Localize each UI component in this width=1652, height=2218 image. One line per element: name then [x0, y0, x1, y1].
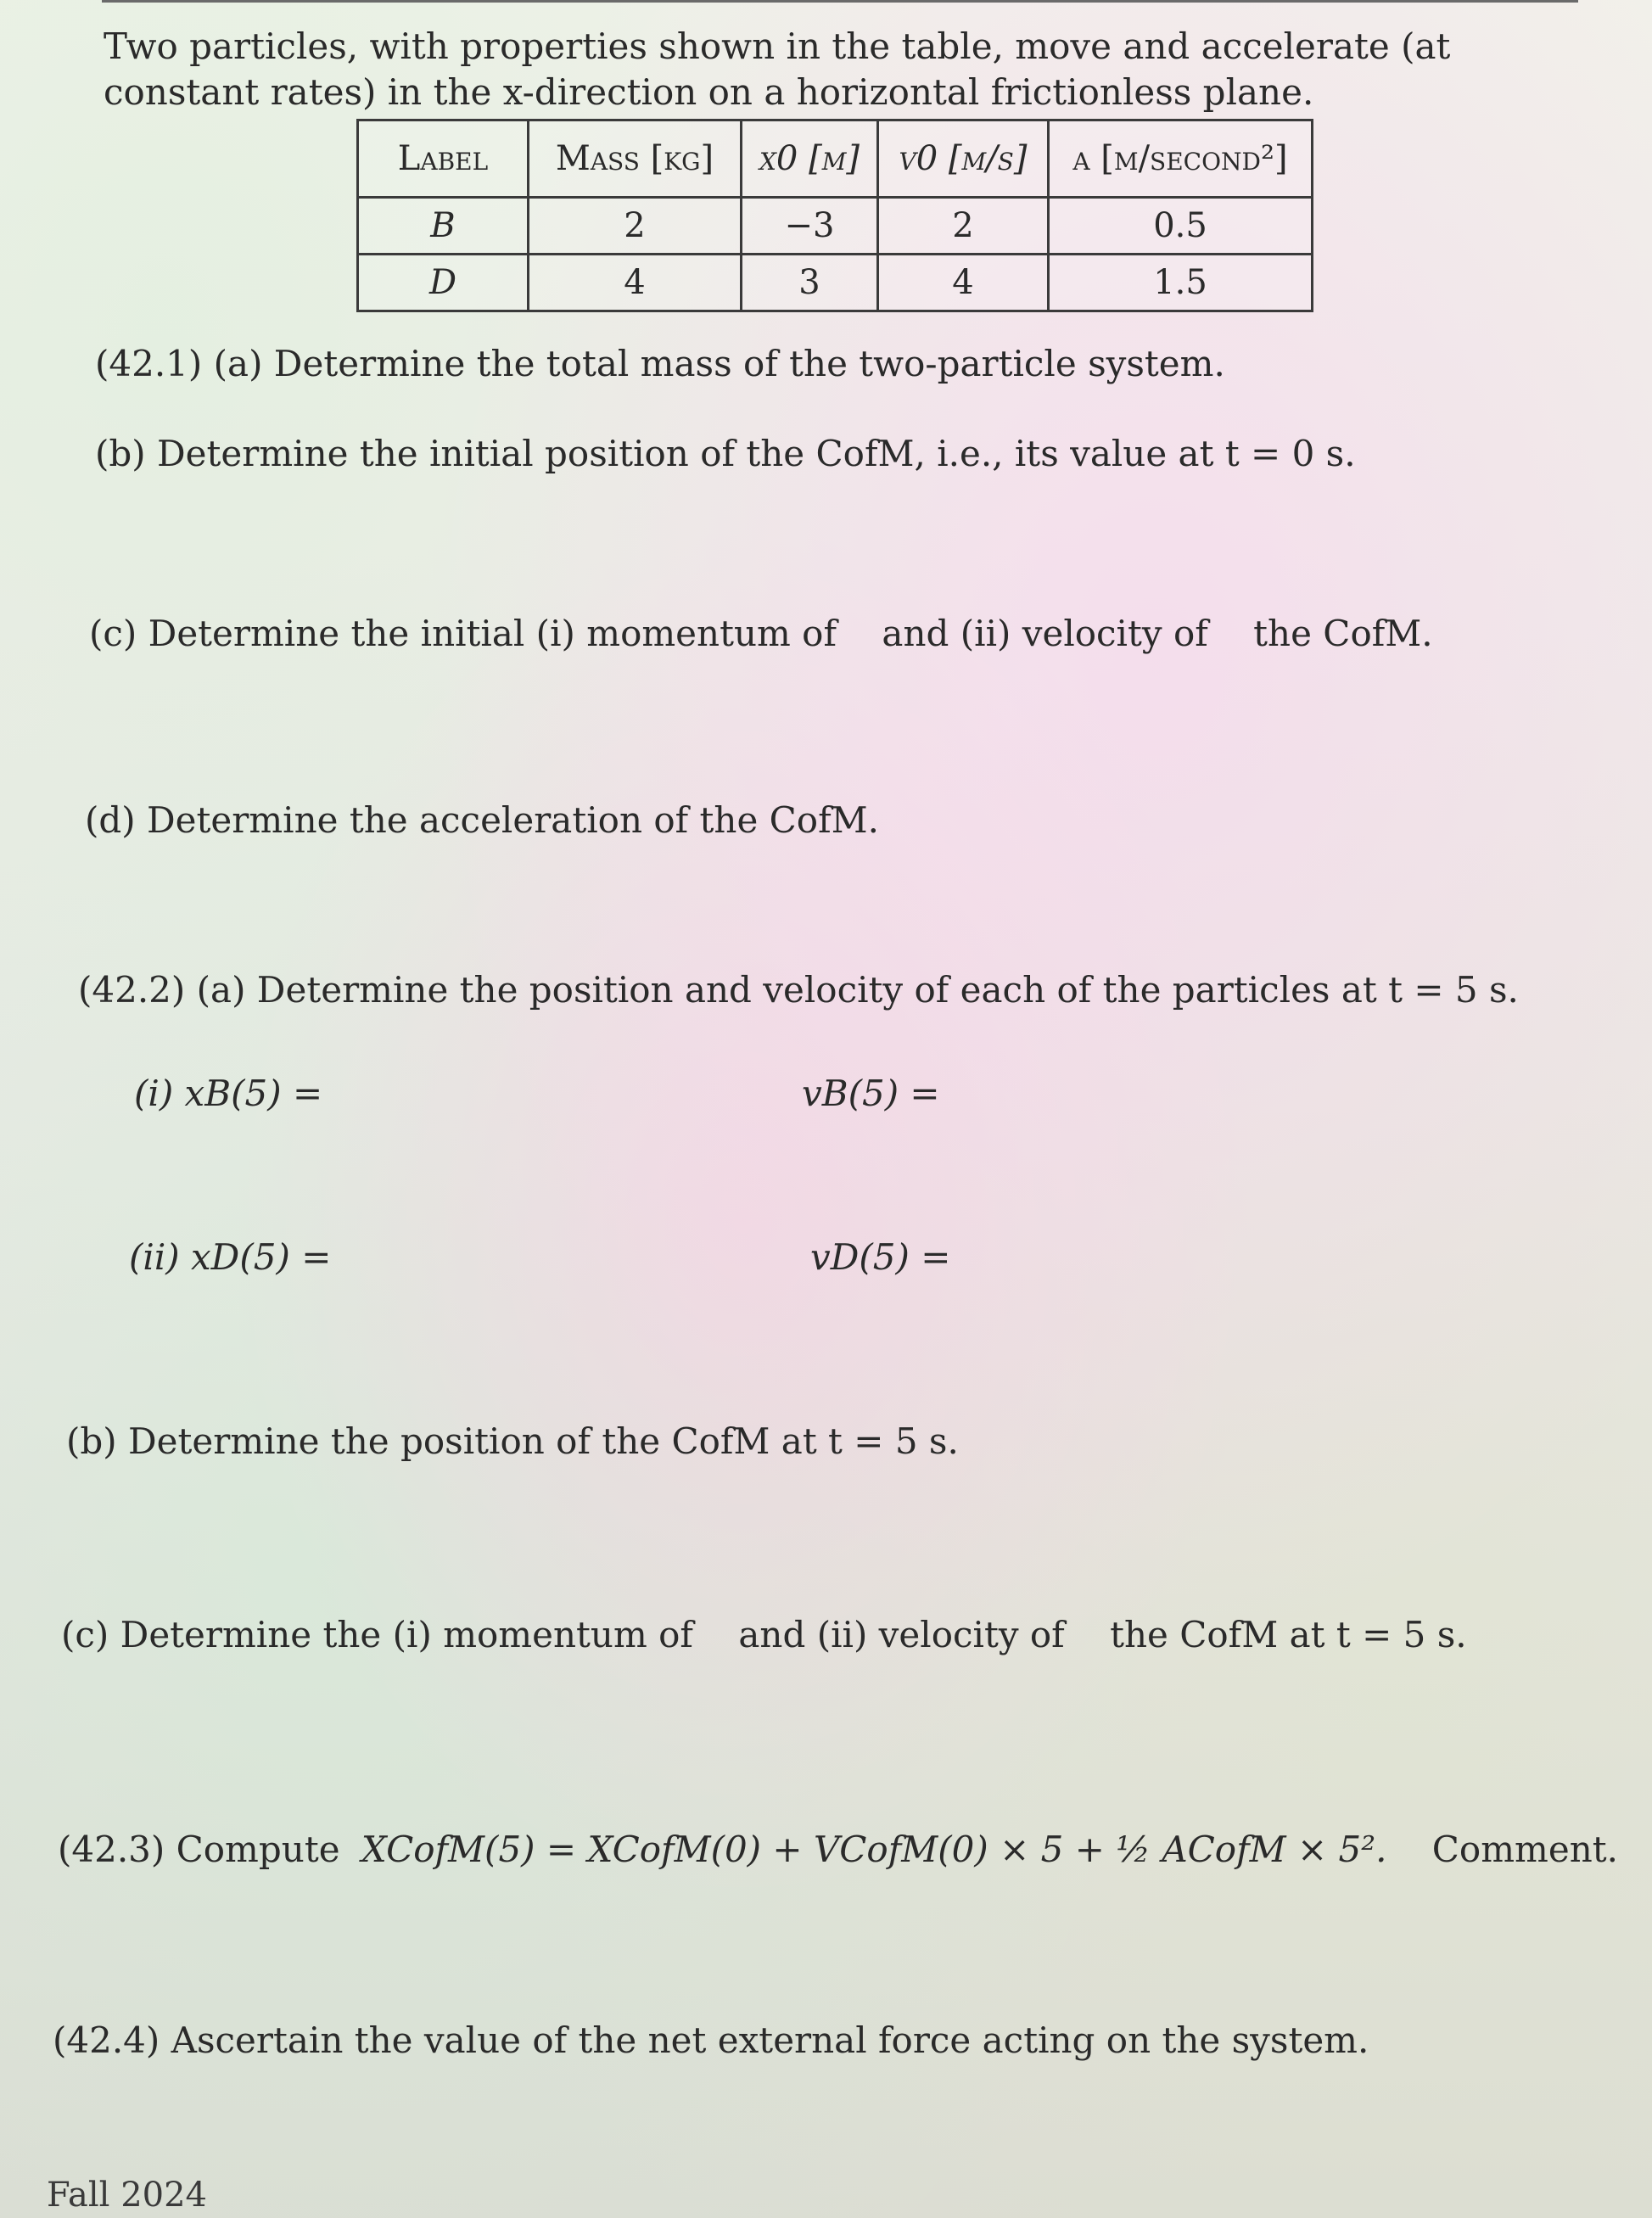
- header-label: Label: [358, 120, 529, 198]
- question-42-1-d: (d) Determine the acceleration of the CofM.: [85, 799, 879, 841]
- question-42-1-c: (c) Determine the initial (i) momentum of and (ii) velocity of the CofM.: [89, 613, 1433, 654]
- answer-label-xb5: (i) xB(5) =: [134, 1073, 323, 1114]
- header-a: a [m/second²]: [1049, 120, 1313, 198]
- cell-a-d: 1.5: [1049, 255, 1313, 311]
- question-42-3: [58, 1827, 1618, 1873]
- cell-mass-b: 2: [529, 198, 742, 255]
- footer-semester: Fall 2024: [47, 2176, 207, 2215]
- question-42-1-b: (b) Determine the initial position of the CofM, i.e., its value at t = 0 s.: [95, 433, 1356, 474]
- answer-label-vd5: vD(5) =: [810, 1236, 951, 1278]
- question-42-4: (42.4) Ascertain the value of the net external force acting on the system.: [53, 2019, 1369, 2061]
- answer-label-vb5: vB(5) =: [802, 1073, 940, 1114]
- intro-paragraph: Two particles, with properties shown in the table, move and accelerate (at constant rates) in the x-direction on a horizontal frictionless plane.: [104, 25, 1451, 113]
- particle-properties-table: [356, 119, 1313, 312]
- cofm-formula: XCofM(5) = XCofM(0) + VCofM(0) × 5 + ½ ACofM × 5².: [361, 1829, 1387, 1870]
- cell-x0-b: −3: [742, 198, 878, 255]
- cell-v0-d: 4: [878, 255, 1049, 311]
- header-mass: Mass [kg]: [529, 120, 742, 198]
- table-row-d: [358, 255, 1313, 311]
- cell-label-d: D: [358, 255, 529, 311]
- table-header-row: [358, 120, 1313, 198]
- cell-x0-d: 3: [742, 255, 878, 311]
- question-42-3-label: (42.3) Compute: [58, 1829, 340, 1870]
- question-42-2-b: (b) Determine the position of the CofM at t = 5 s.: [66, 1420, 959, 1462]
- cell-v0-b: 2: [878, 198, 1049, 255]
- comment-label: Comment.: [1431, 1829, 1619, 1870]
- question-42-2-c: (c) Determine the (i) momentum of and (ii) velocity of the CofM at t = 5 s.: [61, 1614, 1467, 1655]
- cell-mass-d: 4: [529, 255, 742, 311]
- table-row-b: [358, 198, 1313, 255]
- top-rule: [102, 0, 1578, 3]
- question-42-1-a: (42.1) (a) Determine the total mass of the two-particle system.: [95, 343, 1225, 384]
- answer-label-xd5: (ii) xD(5) =: [129, 1236, 332, 1278]
- header-x0: x0 [m]: [742, 120, 878, 198]
- header-v0: v0 [m/s]: [878, 120, 1049, 198]
- cell-label-b: B: [358, 198, 529, 255]
- cell-a-b: 0.5: [1049, 198, 1313, 255]
- question-42-2-a: (42.2) (a) Determine the position and velocity of each of the particles at t = 5 s.: [78, 969, 1519, 1011]
